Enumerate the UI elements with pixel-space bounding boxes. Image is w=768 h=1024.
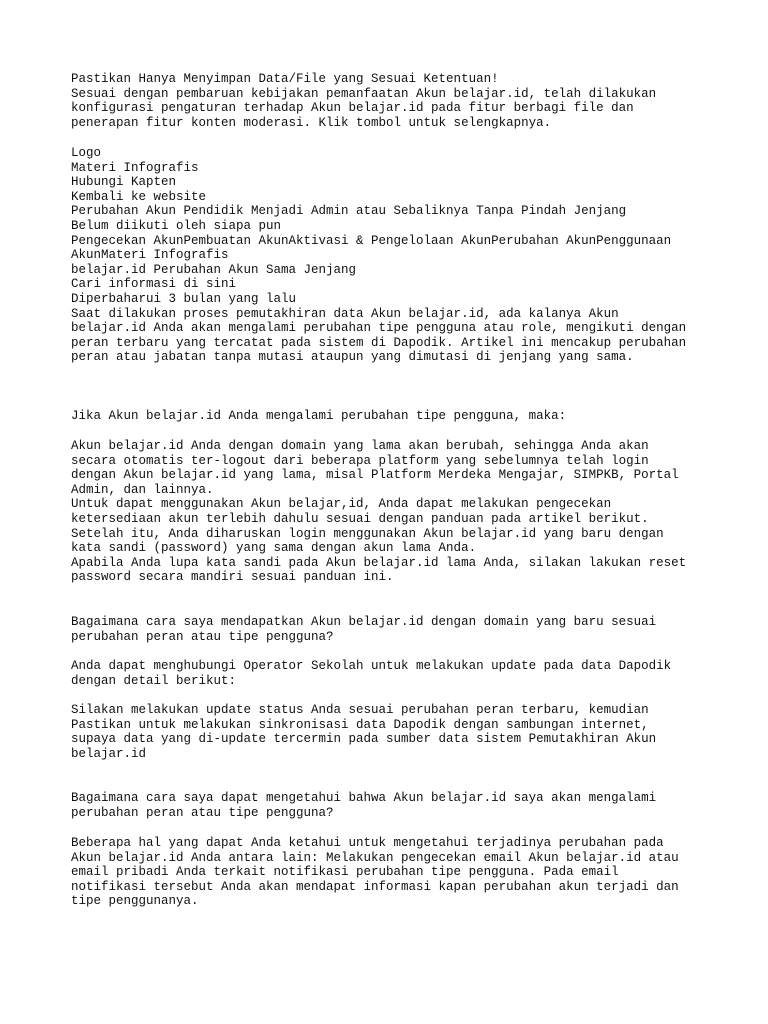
body-line: Akun belajar.id Anda dengan domain yang lama akan berubah, sehingga Anda akan — [71, 439, 649, 453]
notice-line: konfigurasi pengaturan terhadap Akun belajar.id pada fitur berbagi file dan — [71, 101, 634, 116]
section-3-answer — [71, 836, 679, 909]
intro-line: peran terbaru yang tercatat pada sistem di Dapodik. Artikel ini mencakup perubahan — [71, 335, 687, 350]
answer-line: email pribadi Anda terkait notifikasi perubahan tipe pengguna. Pada email — [71, 865, 619, 880]
intro-line: peran atau jabatan tanpa mutasi ataupun yang dimutasi di jenjang yang sama. — [71, 350, 634, 365]
search-input[interactable]: Cari informasi di sini — [71, 277, 237, 292]
breadcrumb-categories[interactable]: AkunMateri Infografis — [71, 248, 229, 263]
notice-line: penerapan fitur konten moderasi. Klik tombol untuk selengkapnya. — [71, 115, 552, 130]
nav-link-hubungi-kapten[interactable]: Hubungi Kapten — [71, 175, 177, 190]
article-header — [71, 146, 686, 365]
nav-link-kembali[interactable]: Kembali ke website — [71, 189, 207, 204]
article-title: Perubahan Akun Pendidik Menjadi Admin atau Sebaliknya Tanpa Pindah Jenjang — [71, 204, 627, 219]
body-line: Admin, dan lainnya. — [71, 482, 214, 497]
followers-text: Belum diikuti oleh siapa pun — [71, 218, 282, 233]
body-line: Untuk dapat menggunakan Akun belajar,id, Anda dapat melakukan pengecekan — [71, 497, 612, 512]
body-line: Apabila Anda lupa kata sandi pada Akun belajar.id lama Anda, silakan lakukan reset — [71, 555, 687, 570]
body-line: kata sandi (password) yang sama dengan akun lama Anda. — [71, 541, 477, 556]
section-2-detail — [71, 703, 656, 761]
question-line: Bagaimana cara saya mendapatkan Akun belajar.id dengan domain yang baru sesuai — [71, 615, 657, 629]
intro-line: belajar.id Anda akan mengalami perubahan tipe pengguna atau role, mengikuti dengan — [71, 321, 687, 336]
answer-line: Beberapa hal yang dapat Anda ketahui untuk mengetahui terjadinya perubahan pada — [71, 836, 664, 850]
breadcrumb-categories[interactable]: Pengecekan AkunPembuatan AkunAktivasi & Pengelolaan AkunPerubahan AkunPenggunaan — [71, 233, 672, 248]
intro-line: Saat dilakukan proses pemutakhiran data Akun belajar.id, ada kalanya Akun — [71, 306, 619, 321]
updated-timestamp: Diperbaharui 3 bulan yang lalu — [71, 291, 297, 306]
answer-line: Anda dapat menghubungi Operator Sekolah untuk melakukan update pada data Dapodik — [71, 659, 672, 673]
detail-line: supaya data yang di-update tercermin pada sumber data sistem Pemutakhiran Akun — [71, 732, 657, 747]
section-heading: Jika Akun belajar.id Anda mengalami perubahan tipe pengguna, maka: — [71, 409, 567, 423]
question-line: perubahan peran atau tipe pengguna? — [71, 805, 334, 820]
answer-line: tipe penggunanya. — [71, 894, 199, 909]
notice-line: Sesuai dengan pembaruan kebijakan pemanfaatan Akun belajar.id, telah dilakukan — [71, 86, 657, 101]
detail-line: belajar.id — [71, 746, 147, 761]
section-2-question — [71, 615, 656, 644]
detail-line: Pastikan untuk melakukan sinkronisasi data Dapodik dengan sambungan internet, — [71, 717, 649, 732]
body-line: secara otomatis ter-logout dari beberapa platform yang sebelumnya telah login — [71, 453, 649, 468]
section-2-answer — [71, 659, 671, 688]
notice-title: Pastikan Hanya Menyimpan Data/File yang Sesuai Ketentuan! — [71, 72, 499, 86]
answer-line: notifikasi tersebut Anda akan mendapat informasi kapan perubahan akun terjadi dan — [71, 879, 679, 894]
body-line: password secara mandiri sesuai panduan ini. — [71, 570, 394, 585]
question-line: Bagaimana cara saya dapat mengetahui bahwa Akun belajar.id saya akan mengalami — [71, 791, 657, 805]
answer-line: dengan detail berikut: — [71, 673, 237, 688]
detail-line: Silakan melakukan update status Anda sesuai perubahan peran terbaru, kemudian — [71, 703, 649, 717]
section-1 — [71, 409, 566, 424]
nav-link-materi-infografis[interactable]: Materi Infografis — [71, 160, 199, 175]
body-line: ketersediaan akun terlebih dahulu sesuai dengan panduan pada artikel berikut. — [71, 511, 649, 526]
section-1-body — [71, 439, 686, 585]
related-tags[interactable]: belajar.id Perubahan Akun Sama Jenjang — [71, 262, 357, 277]
answer-line: Akun belajar.id Anda antara lain: Melakukan pengecekan email Akun belajar.id atau — [71, 850, 679, 865]
notice-block — [71, 72, 656, 130]
section-3-question — [71, 791, 656, 820]
body-line: Setelah itu, Anda diharuskan login menggunakan Akun belajar.id yang baru dengan — [71, 526, 664, 541]
question-line: perubahan peran atau tipe pengguna? — [71, 629, 334, 644]
body-line: dengan Akun belajar.id yang lama, misal Platform Merdeka Mengajar, SIMPKB, Portal — [71, 468, 679, 483]
logo[interactable]: Logo — [71, 146, 102, 160]
